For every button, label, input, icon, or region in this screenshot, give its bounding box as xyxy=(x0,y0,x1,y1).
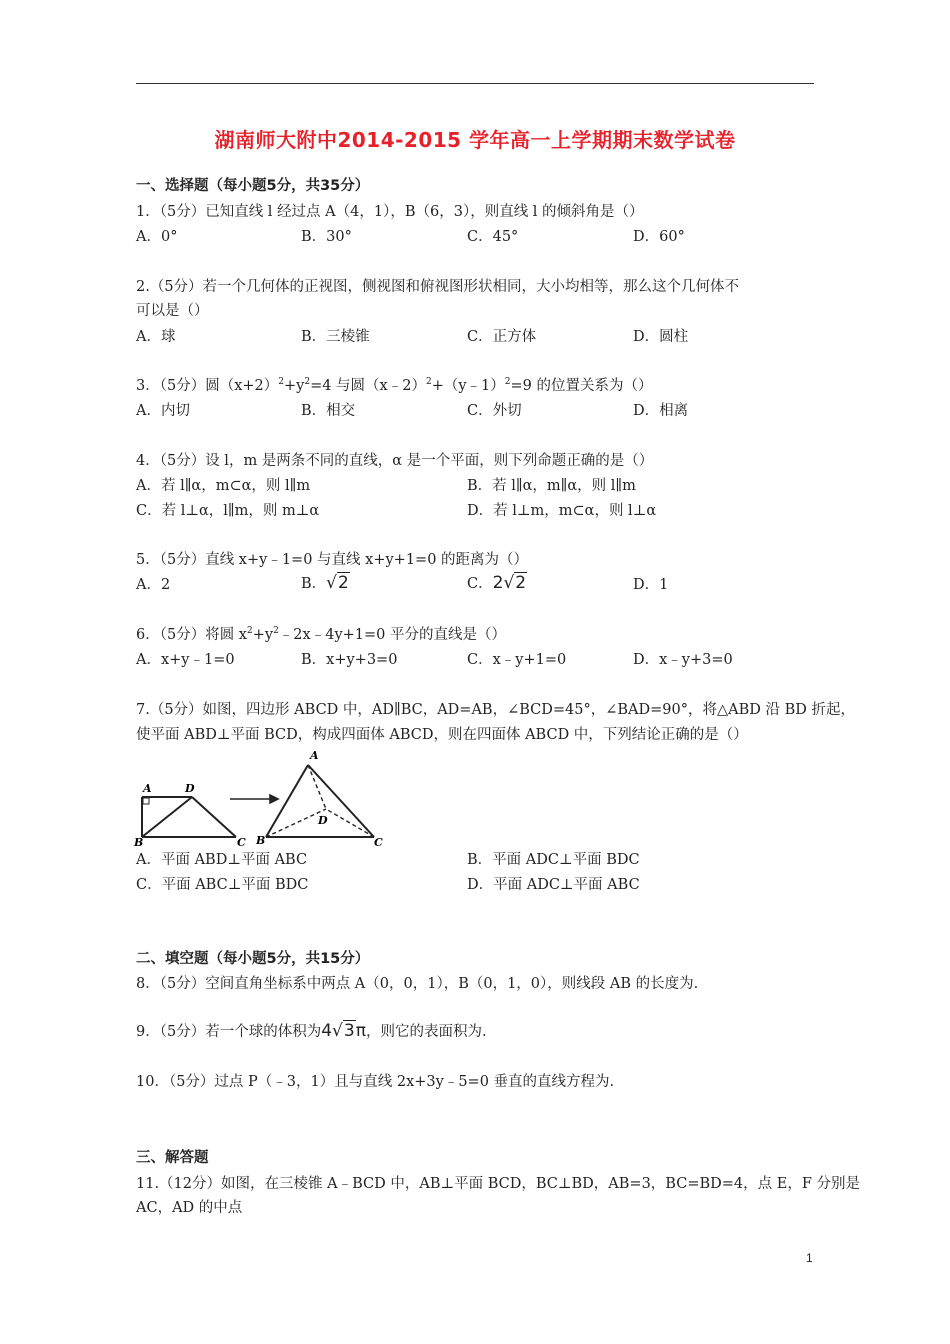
label-a-left: A xyxy=(143,782,152,795)
quadrilateral-abcd xyxy=(142,797,236,837)
q2-option-c: C．正方体 xyxy=(467,329,537,345)
label-b-right: B xyxy=(256,834,266,847)
q1-option-a: A．0° xyxy=(136,229,178,245)
page-title: 湖南师大附中2014-2015 学年高一上学期期末数学试卷 xyxy=(214,128,736,152)
question-4-stem: 4．（5分）设 l，m 是两条不同的直线，α 是一个平面，则下列命题正确的是（） xyxy=(136,453,654,469)
question-7-stem-line2: 使平面 ABD⊥平面 BCD，构成四面体 ABCD，则在四面体 ABCD 中，下列结论正确的是（） xyxy=(136,727,748,743)
q5-option-b: B．√2 xyxy=(301,573,349,593)
question-5-stem: 5．（5分）直线 x+y﹣1=0 与直线 x+y+1=0 的距离为（） xyxy=(136,552,529,568)
q3-option-b: B．相交 xyxy=(301,403,356,419)
q4-option-c: C．若 l⊥α，l∥m，则 m⊥α xyxy=(136,503,320,519)
question-6-stem: 6．（5分）将圆 $x^2+y^2﹣2x﹣4y+1=0$ 平分的直线是（） xyxy=(136,626,506,643)
q6-option-c: C．x﹣y+1=0 xyxy=(467,652,567,668)
question-10-stem: 10．（5分）过点 P（﹣3，1）且与直线 2x+3y﹣5=0 垂直的直线方程为. xyxy=(136,1074,615,1090)
question-1-stem: 1．（5分）已知直线 l 经过点 A（4，1），B（6，3），则直线 l 的倾斜角是（） xyxy=(136,204,644,220)
q5-option-c: C．2√2 xyxy=(467,573,527,593)
q7-option-c: C．平面 ABC⊥平面 BDC xyxy=(136,877,309,893)
label-c-left: C xyxy=(237,836,246,849)
q1-option-d: D．60° xyxy=(633,229,685,245)
question-3-stem: 3．（5分）圆$(x+2)^2+y^2=4$ 与圆（x﹣2）$^2$+（y﹣1）$^2$=9 的位置关系为（） xyxy=(136,377,653,394)
question-8-stem: 8．（5分）空间直角坐标系中两点 A（0，0，1），B（0，1，0），则线段 AB 的长度为. xyxy=(136,976,699,992)
q2-option-a: A．球 xyxy=(136,329,176,345)
arrow-icon xyxy=(230,795,278,803)
q1-option-b: B．30° xyxy=(301,229,352,245)
page-number: 1 xyxy=(806,1251,813,1265)
question-7-stem-line1: 7.（5分）如图，四边形 ABCD 中，AD∥BC，AD=AB，∠BCD=45°，∠BAD=90°，将△ABD 沿 BD 折起， xyxy=(136,702,855,718)
label-a-right: A xyxy=(310,749,319,762)
question-9-stem: 9．（5分）若一个球的体积为4√3π，则它的表面积为. xyxy=(136,1021,487,1041)
q3-option-c: C．外切 xyxy=(467,403,522,419)
q4-option-d: D．若 l⊥m，m⊂α，则 l⊥α xyxy=(467,503,657,519)
q6-option-d: D．x﹣y+3=0 xyxy=(633,652,733,668)
q2-option-d: D．圆柱 xyxy=(633,329,689,345)
q2-option-b: B．三棱锥 xyxy=(301,329,370,345)
fold-figure xyxy=(130,745,400,850)
sqrt-symbol: 4√3 xyxy=(321,1021,355,1041)
label-c-right: C xyxy=(374,836,383,849)
q4-option-a: A．若 l∥α，m⊂α，则 l∥m xyxy=(136,478,311,494)
right-angle-mark xyxy=(143,798,149,804)
q1-option-c: C．45° xyxy=(467,229,519,245)
q7-option-d: D．平面 ADC⊥平面 ABC xyxy=(467,877,640,893)
q4-option-b: B．若 l∥α，m∥α，则 l∥m xyxy=(467,478,636,494)
q6-option-a: A．x+y﹣1=0 xyxy=(136,652,235,668)
question-11-line1: 11.（12分）如图，在三棱锥 A﹣BCD 中，AB⊥平面 BCD，BC⊥BD，AB=3，BC=BD=4，点 E，F 分别是 xyxy=(136,1176,860,1192)
label-b-left: B xyxy=(134,836,144,849)
section-heading-solve: 三、解答题 xyxy=(136,1150,209,1166)
sqrt-symbol: √2 xyxy=(326,573,349,593)
q7-option-b: B．平面 ADC⊥平面 BDC xyxy=(467,852,640,868)
q3-option-d: D．相离 xyxy=(633,403,689,419)
sqrt-symbol: 2√2 xyxy=(492,573,527,593)
section-heading-choice: 一、选择题（每小题5分，共35分） xyxy=(136,178,370,194)
q7-option-a: A．平面 ABD⊥平面 ABC xyxy=(136,852,308,868)
q5-option-d: D．1 xyxy=(633,577,669,593)
q6-option-b: B．x+y+3=0 xyxy=(301,652,398,668)
header-rule xyxy=(136,83,814,84)
label-d-left: D xyxy=(185,782,195,795)
question-2-stem-line2: 可以是（） xyxy=(136,303,209,319)
question-11-line2: AC，AD 的中点 xyxy=(136,1200,243,1216)
q3-option-a: A．内切 xyxy=(136,403,190,419)
label-d-right: D xyxy=(318,814,328,827)
question-2-stem-line1: 2.（5分）若一个几何体的正视图，侧视图和俯视图形状相同，大小均相等，那么这个几何体不 xyxy=(136,279,740,295)
q5-option-a: A．2 xyxy=(136,577,171,593)
section-heading-fill: 二、填空题（每小题5分，共15分） xyxy=(136,951,370,967)
